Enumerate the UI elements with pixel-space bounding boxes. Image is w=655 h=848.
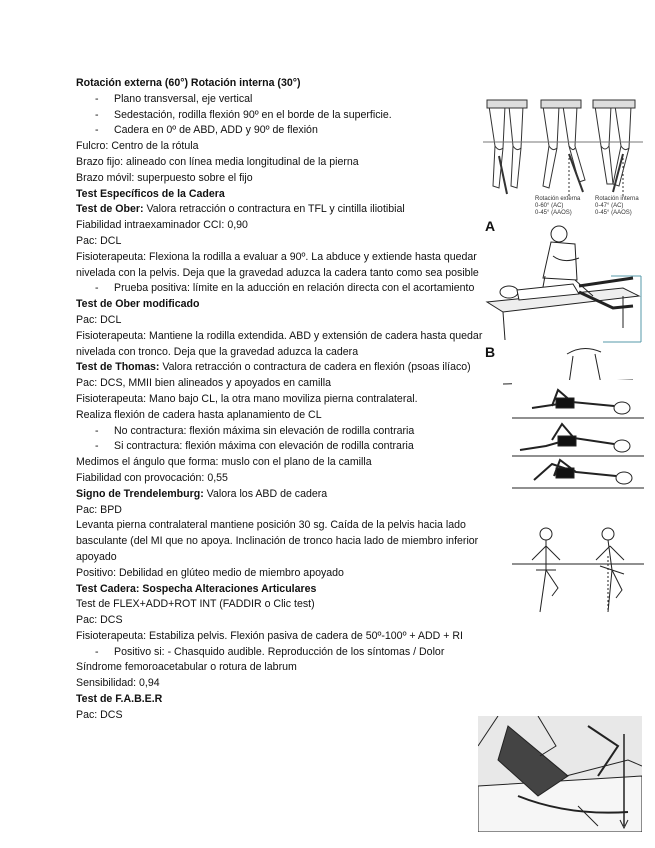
bullet-dash: - [95, 92, 99, 105]
bullet-item [76, 123, 506, 139]
line-text: Síndrome femoroacetabular o rotura de labrum [76, 661, 297, 674]
bullet-dash: - [95, 108, 99, 121]
text-line [76, 139, 506, 155]
line-text: Fisioterapeuta: Mantiene la rodilla extendida. ABD y extensión de cadera hasta quedar nivelada con tronco. Deja que la gravedad aduzca la cadera [76, 329, 483, 358]
faber-illustration [478, 716, 642, 832]
thomas-illustration [512, 380, 644, 492]
line-text: Fulcro: Centro de la rótula [76, 140, 199, 153]
text-line [76, 376, 506, 392]
line-text: Fiabilidad intraexaminador CCI: 0,90 [76, 219, 248, 232]
text-line [76, 597, 506, 613]
bold-label: Test de Ober modificado [76, 298, 200, 311]
bold-label: Signo de Trendelemburg: [76, 487, 204, 500]
text-line [76, 518, 506, 565]
text-line [76, 676, 506, 692]
bullet-dash: - [95, 440, 99, 453]
bullet-item [76, 645, 506, 661]
bullet-item [76, 439, 506, 455]
heading-line [76, 582, 506, 598]
bold-label: Rotación externa (60°) Rotación interna (30°) [76, 77, 301, 89]
line-text: Realiza flexión de cadera hasta aplanamiento de CL [76, 408, 322, 421]
line-text: Pac: BPD [76, 503, 122, 516]
line-text: Pac: DCL [76, 234, 122, 247]
heading-line [76, 692, 506, 708]
line-text: Levanta pierna contralateral mantiene posición 30 sg. Caída de la pelvis hacia lado basculante (del MI que no apoya. Inclinación de tronco hacia lado de miembro inferior apoyado [76, 519, 479, 563]
text-line [76, 171, 506, 187]
heading-line [76, 360, 506, 376]
line-text: Fisioterapeuta: Mano bajo CL, la otra mano moviliza pierna contralateral. [76, 392, 418, 405]
figure-letter-b: B [485, 344, 496, 360]
text-line [76, 234, 506, 250]
heading-line [76, 487, 506, 503]
document-body [76, 76, 506, 724]
trendelenburg-figure [512, 520, 644, 616]
heading-line [76, 76, 506, 92]
text-line [76, 503, 506, 519]
line-text: Brazo móvil: superpuesto sobre el fijo [76, 171, 253, 184]
bold-label: Test de F.A.B.E.R [76, 693, 163, 706]
line-text: Pac: DCS [76, 614, 123, 627]
bullet-text: Sedestación, rodilla flexión 90º en el borde de la superficie. [114, 108, 392, 121]
text-line [76, 660, 506, 676]
bullet-text: Positivo si: - Chasquido audible. Reproducción de los síntomas / Dolor [114, 645, 445, 658]
text-line [76, 455, 506, 471]
text-line [76, 471, 506, 487]
bullet-text: No contractura: flexión máxima sin elevación de rodilla contraria [114, 424, 415, 437]
text-line [76, 155, 506, 171]
bullet-dash: - [95, 282, 99, 295]
bullet-item [76, 424, 506, 440]
line-text: Pac: DCL [76, 313, 122, 326]
text-line [76, 629, 506, 645]
faber-test-figure [478, 716, 642, 832]
line-text: Valora los ABD de cadera [203, 487, 328, 500]
figure-letter-a: A [485, 218, 496, 234]
bullet-text: Plano transversal, eje vertical [114, 92, 253, 105]
text-line [76, 708, 506, 724]
bullet-text: Si contractura: flexión máxima con elevación de rodilla contraria [114, 440, 414, 453]
bullet-item [76, 281, 506, 297]
bullet-item [76, 92, 506, 108]
bullet-dash: - [95, 645, 99, 658]
text-line [76, 408, 506, 424]
thomas-test-figure [512, 380, 644, 492]
bullet-dash: - [95, 424, 99, 437]
line-text: Positivo: Debilidad en glúteo medio de miembro apoyado [76, 566, 344, 579]
bold-label: Test Cadera: Sospecha Alteraciones Articulares [76, 582, 317, 595]
text-line [76, 250, 506, 282]
line-text: Fisioterapeuta: Estabiliza pelvis. Flexión pasiva de cadera de 50º-100º + ADD + RI [76, 629, 463, 642]
bullet-dash: - [95, 124, 99, 137]
line-text: Brazo fijo: alineado con línea media longitudinal de la pierna [76, 155, 359, 168]
line-text: Valora retracción o contractura de cadera en flexión (psoas ilíaco) [159, 361, 471, 374]
text-line [76, 392, 506, 408]
line-text: Valora retracción o contractura en TFL y cintilla iliotibial [143, 203, 405, 216]
text-line [76, 218, 506, 234]
line-text: Test de FLEX+ADD+ROT INT (FADDIR o Clic test) [76, 598, 315, 611]
heading-line [76, 297, 506, 313]
line-text: Pac: DCS, MMII bien alineados y apoyados en camilla [76, 377, 331, 390]
line-text: Fisioterapeuta: Flexiona la rodilla a evaluar a 90º. La abduce y extiende hasta quedar nivelada con la pelvis. Deja que la gravedad aduzca la cadera tanto como sea posible [76, 250, 479, 279]
text-line [76, 313, 506, 329]
line-text: Fiabilidad con provocación: 0,55 [76, 471, 228, 484]
bold-label: Test Específicos de la Cadera [76, 187, 225, 200]
heading-line [76, 202, 506, 218]
line-text: Medimos el ángulo que forma: muslo con el plano de la camilla [76, 456, 372, 469]
text-line [76, 329, 506, 361]
bold-label: Test de Thomas: [76, 361, 160, 374]
trendelenburg-illustration [512, 520, 644, 616]
bullet-item [76, 108, 506, 124]
rotation-external-label: Rotación externa 0-60° (AC) 0-45° (AAOS) [535, 196, 581, 216]
text-line [76, 613, 506, 629]
text-line [76, 566, 506, 582]
ober-illustration [483, 218, 643, 344]
bullet-text: Cadera en 0º de ABD, ADD y 90º de flexión [114, 124, 318, 137]
rotation-internal-label: Rotación interna 0-47° (AC) 0-45° (AAOS) [595, 196, 639, 216]
rotation-goniometry-figure [483, 96, 643, 214]
heading-line [76, 187, 506, 203]
bold-label: Test de Ober: [76, 203, 144, 216]
ober-test-figure [483, 218, 643, 344]
line-text: Sensibilidad: 0,94 [76, 677, 160, 690]
bullet-text: Prueba positiva: límite en la aducción en relación directa con el acortamiento [114, 282, 475, 295]
line-text: Pac: DCS [76, 708, 123, 721]
